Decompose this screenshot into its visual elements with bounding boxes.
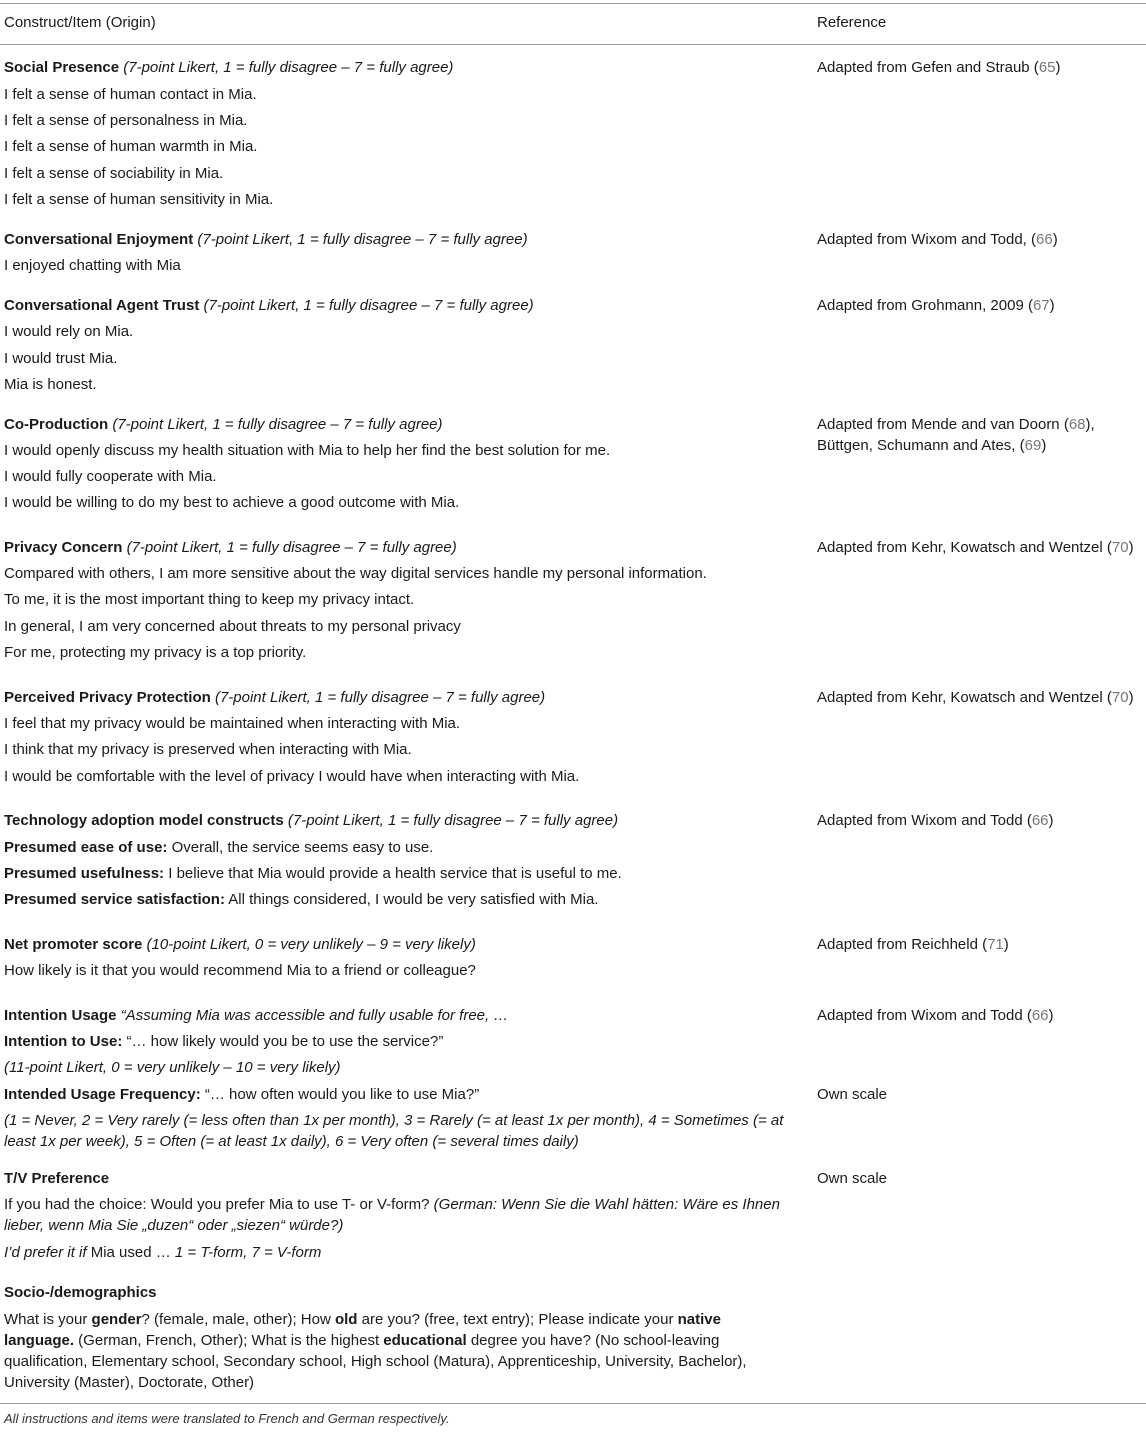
section-title: Socio-/demographics <box>4 1284 157 1301</box>
citation-link[interactable]: 66 <box>1036 231 1053 248</box>
section-title: Intention Usage <box>4 1007 117 1024</box>
item-text: How likely is it that you would recommend Mia to a friend or colleague? <box>4 962 476 979</box>
emphasis: gender <box>91 1311 142 1328</box>
reference-cell <box>817 57 1142 78</box>
citation-link[interactable]: 68 <box>1068 416 1086 433</box>
item-label: Presumed service satisfaction: <box>4 891 225 908</box>
section-title: Technology adoption model constructs <box>4 812 284 829</box>
item-text: I would be willing to do my best to achieve a good outcome with Mia. <box>4 494 460 511</box>
item-text: I felt a sense of human warmth in Mia. <box>4 138 258 155</box>
reference-end: ) <box>1128 689 1134 706</box>
section-title-line <box>4 934 804 955</box>
preference-prefix: I’d prefer it if <box>4 1244 91 1261</box>
emphasis: native language. <box>4 1311 721 1349</box>
scale-description: (10-point Likert, 0 = very unlikely – 9 = very likely) <box>146 936 476 953</box>
citation-link[interactable]: 69 <box>1024 437 1042 454</box>
citation-link[interactable]: 66 <box>1031 1007 1049 1024</box>
item-text: I would fully cooperate with Mia. <box>4 468 217 485</box>
scale-description: (7-point Likert, 1 = fully disagree – 7 = fully agree) <box>197 231 528 248</box>
section-title: Co-Production <box>4 416 109 433</box>
table-footnote: All instructions and items were translated to French and German respectively. <box>4 1411 450 1426</box>
item-text: All things considered, I would be very satisfied with Mia. <box>224 891 599 908</box>
section-title: Privacy Concern <box>4 539 123 556</box>
reference-end: ) <box>1003 936 1009 953</box>
reference-text: Adapted from Wixom and Todd ( <box>817 1007 1032 1024</box>
scale-description: (7-point Likert, 1 = fully disagree – 7 = fully agree) <box>203 297 534 314</box>
citation-link[interactable]: 70 <box>1111 539 1129 556</box>
item-label: Intended Usage Frequency: <box>4 1086 201 1103</box>
scale-description: (7-point Likert, 1 = fully disagree – 7 = fully agree) <box>126 539 457 556</box>
citation-link[interactable]: 71 <box>987 936 1004 953</box>
section-title: Net promoter score <box>4 936 143 953</box>
reference-text: Adapted from Mende and van Doorn ( <box>817 416 1069 433</box>
reference-cell <box>817 810 1142 831</box>
reference-text: Adapted from Wixom and Todd ( <box>817 812 1032 829</box>
preference-scale: 1 = T-form, 7 = V-form <box>174 1244 322 1261</box>
section-title: Conversational Agent Trust <box>4 297 200 314</box>
item-text: For me, protecting my privacy is a top priority. <box>4 644 307 661</box>
reference-cell <box>817 295 1142 316</box>
german-translation: (German: Wenn Sie die Wahl hätten: Wäre es Ihnen lieber, wenn Mia Sie „duzen“ oder „siezen“ würde?) <box>4 1196 780 1234</box>
reference-text: Adapted from Kehr, Kowatsch and Wentzel ( <box>817 689 1112 706</box>
scale-description: (7-point Likert, 1 = fully disagree – 7 = fully agree) <box>214 689 546 706</box>
item-text: I would be comfortable with the level of privacy I would have when interacting with Mia. <box>4 768 580 785</box>
text-run: degree you have? (No school-leaving qualification, Elementary school, Secondary school, High school (Matura), Apprenticeship, University, Bachelor), University (Master), Doctorate, Other) <box>4 1332 747 1391</box>
section-title-line <box>4 229 804 250</box>
reference-cell <box>817 229 1142 250</box>
section-title-line <box>4 810 804 831</box>
item-text <box>4 1194 794 1236</box>
section-title-line <box>4 1168 804 1189</box>
item-label: Presumed usefulness: <box>4 865 165 882</box>
item-text: In general, I am very concerned about threats to my personal privacy <box>4 618 461 635</box>
item-text: “… how likely would you be to use the service?” <box>122 1033 444 1050</box>
scale-description <box>4 1057 804 1078</box>
item-text: I felt a sense of human sensitivity in Mia. <box>4 191 274 208</box>
reference-end: ) <box>1055 59 1061 76</box>
item-text: To me, it is the most important thing to keep my privacy intact. <box>4 591 415 608</box>
section-title-line <box>4 414 804 435</box>
header-rule <box>0 44 1146 45</box>
reference-cell <box>817 1005 1142 1026</box>
item-text: I felt a sense of personalness in Mia. <box>4 112 248 129</box>
item-text: I believe that Mia would provide a health service that is useful to me. <box>164 865 622 882</box>
reference-cell <box>817 934 1142 955</box>
item-text <box>4 1242 804 1263</box>
item-text: I felt a sense of sociability in Mia. <box>4 165 224 182</box>
item-text: I think that my privacy is preserved when interacting with Mia. <box>4 741 412 758</box>
reference-end: ) <box>1052 231 1058 248</box>
scale-text: (11-point Likert, 0 = very unlikely – 10 = very likely) <box>4 1059 341 1076</box>
reference-cell: Own scale <box>817 1170 888 1187</box>
text-run: are you? (free, text entry); Please indicate your <box>357 1311 678 1328</box>
item-text: I would trust Mia. <box>4 350 118 367</box>
item-text: Mia is honest. <box>4 376 97 393</box>
scale-description: (7-point Likert, 1 = fully disagree – 7 = fully agree) <box>123 59 454 76</box>
emphasis: old <box>334 1311 358 1328</box>
reference-text: Adapted from Wixom and Todd, ( <box>817 231 1036 248</box>
item-text: I would openly discuss my health situation with Mia to help her find the best solution for me. <box>4 442 611 459</box>
column-header-reference: Reference <box>817 14 887 31</box>
labeled-item <box>4 863 804 884</box>
section-title-line <box>4 1005 804 1026</box>
reference-text: Adapted from Kehr, Kowatsch and Wentzel ( <box>817 539 1112 556</box>
labeled-item <box>4 889 804 910</box>
labeled-item <box>4 1084 804 1105</box>
item-text: Compared with others, I am more sensitive about the way digital services handle my personal information. <box>4 565 707 582</box>
section-title: Social Presence <box>4 59 120 76</box>
section-title-line <box>4 295 804 316</box>
reference-text: Büttgen, Schumann and Ates, ( <box>817 437 1025 454</box>
citation-link[interactable]: 70 <box>1111 689 1129 706</box>
reference-cell <box>817 687 1142 708</box>
item-text: “… how often would you like to use Mia?” <box>200 1086 480 1103</box>
reference-end: ) <box>1048 1007 1054 1024</box>
scale-description: (7-point Likert, 1 = fully disagree – 7 = fully agree) <box>287 812 619 829</box>
reference-cell: Own scale <box>817 1086 888 1103</box>
citation-link[interactable]: 66 <box>1031 812 1049 829</box>
citation-link[interactable]: 65 <box>1038 59 1056 76</box>
section-title-line <box>4 687 804 708</box>
text-run: What is your <box>4 1311 92 1328</box>
citation-link[interactable]: 67 <box>1032 297 1050 314</box>
scale-description: (7-point Likert, 1 = fully disagree – 7 = fully agree) <box>112 416 443 433</box>
table-top-rule <box>0 3 1146 4</box>
reference-text: Adapted from Grohmann, 2009 ( <box>817 297 1033 314</box>
text-run: (German, French, Other); What is the highest <box>74 1332 384 1349</box>
scale-text: (1 = Never, 2 = Very rarely (= less often than 1x per month), 3 = Rarely (= at least 1x per month), 4 = Sometimes (= at least 1x per week), 5 = Often (= at least 1x daily), 6 = Very often (= several times daily) <box>4 1112 784 1150</box>
scale-description <box>4 1110 794 1152</box>
preference-subject: Mia used … <box>90 1244 175 1261</box>
column-header-construct: Construct/Item (Origin) <box>4 14 156 31</box>
labeled-item <box>4 837 804 858</box>
item-label: Intention to Use: <box>4 1033 123 1050</box>
section-title-line <box>4 57 804 78</box>
section-title: T/V Preference <box>4 1170 110 1187</box>
question-text: If you had the choice: Would you prefer Mia to use T- or V-form? <box>4 1196 434 1213</box>
reference-cell <box>817 414 1142 456</box>
reference-cell <box>817 537 1142 558</box>
section-title-line <box>4 537 804 558</box>
item-text: I feel that my privacy would be maintained when interacting with Mia. <box>4 715 461 732</box>
reference-text: Adapted from Reichheld ( <box>817 936 988 953</box>
scale-description: “Assuming Mia was accessible and fully usable for free, … <box>120 1007 509 1024</box>
item-text: Overall, the service seems easy to use. <box>167 839 434 856</box>
reference-end: ), <box>1085 416 1095 433</box>
reference-end: ) <box>1128 539 1134 556</box>
item-text: I felt a sense of human contact in Mia. <box>4 86 257 103</box>
section-title: Conversational Enjoyment <box>4 231 194 248</box>
labeled-item <box>4 1031 804 1052</box>
emphasis: educational <box>383 1332 467 1349</box>
item-text <box>4 1309 774 1393</box>
item-text: I would rely on Mia. <box>4 323 134 340</box>
table-bottom-rule <box>0 1403 1146 1404</box>
item-text: I enjoyed chatting with Mia <box>4 257 181 274</box>
reference-end: ) <box>1049 297 1055 314</box>
reference-end: ) <box>1041 437 1047 454</box>
section-title-line <box>4 1282 804 1303</box>
section-title: Perceived Privacy Protection <box>4 689 211 706</box>
reference-end: ) <box>1048 812 1054 829</box>
text-run: ? (female, male, other); How <box>141 1311 335 1328</box>
reference-text: Adapted from Gefen and Straub ( <box>817 59 1039 76</box>
item-label: Presumed ease of use: <box>4 839 168 856</box>
